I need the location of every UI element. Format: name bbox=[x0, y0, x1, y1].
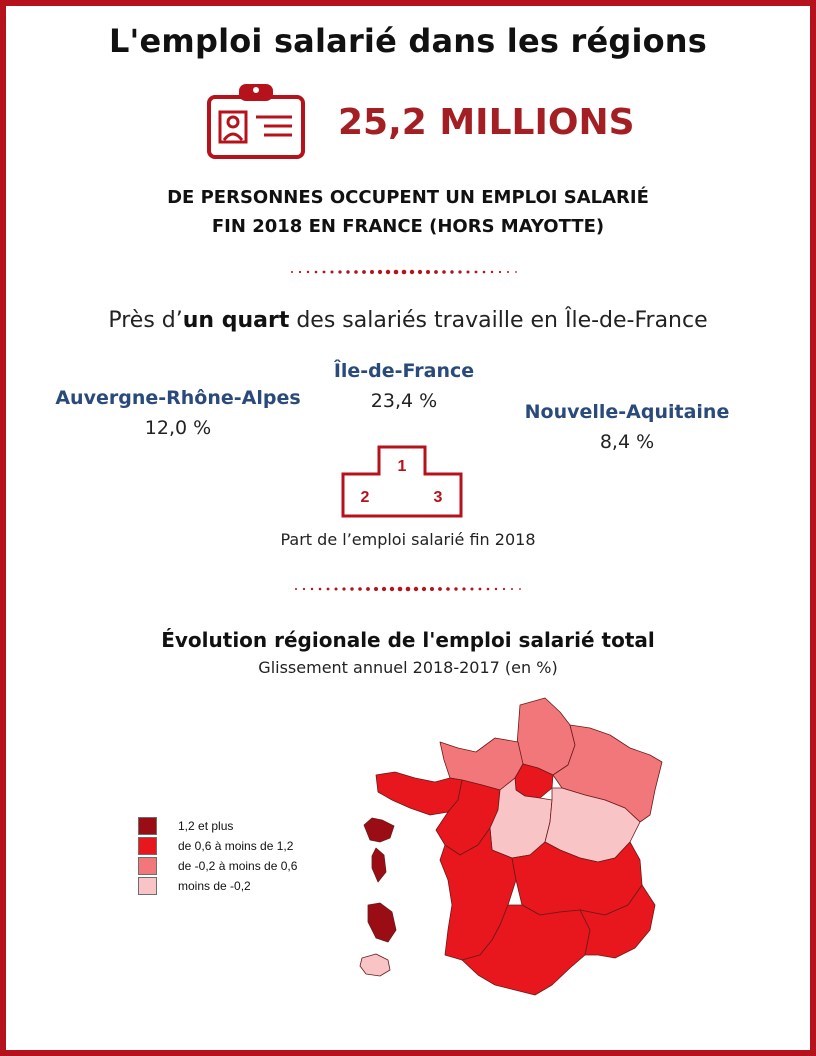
region-la-reunion bbox=[360, 954, 390, 976]
dotted-separator bbox=[290, 583, 530, 595]
legend-label: de -0,2 à moins de 0,6 bbox=[178, 859, 298, 873]
headline-line-2: FIN 2018 EN FRANCE (HORS MAYOTTE) bbox=[211, 216, 605, 237]
podium-icon bbox=[340, 444, 464, 518]
legend-swatch bbox=[138, 877, 157, 895]
legend-swatch bbox=[138, 817, 157, 835]
headline-subtitle bbox=[0, 183, 816, 241]
region-third-name: Nouvelle-Aquitaine bbox=[524, 401, 730, 423]
intro-after: des salariés travaille en Île-de-France bbox=[289, 308, 708, 333]
region-third-share: 8,4 % bbox=[599, 431, 655, 453]
france-regions-map bbox=[340, 695, 680, 1025]
headline-line-1: DE PERSONNES OCCUPENT UN EMPLOI SALARIÉ bbox=[167, 187, 649, 208]
page-title: L'emploi salarié dans les régions bbox=[108, 22, 708, 60]
podium-rank-1: 1 bbox=[397, 458, 407, 475]
region-martinique bbox=[372, 848, 386, 882]
legend-label: de 0,6 à moins de 1,2 bbox=[178, 839, 294, 853]
map-subtitle: Glissement annuel 2018-2017 (en %) bbox=[258, 658, 558, 677]
region-first-share: 23,4 % bbox=[370, 390, 438, 412]
intro-before: Près d’ bbox=[108, 308, 183, 333]
podium-caption: Part de l’emploi salarié fin 2018 bbox=[280, 530, 536, 549]
podium-rank-2: 2 bbox=[360, 489, 370, 506]
region-guyane bbox=[368, 903, 396, 942]
headline-value: 25,2 MILLIONS bbox=[338, 102, 635, 143]
region-second-name: Auvergne-Rhône-Alpes bbox=[55, 387, 301, 409]
legend-swatch bbox=[138, 857, 157, 875]
intro-bold: un quart bbox=[182, 308, 290, 333]
region-guadeloupe bbox=[364, 818, 394, 842]
region-hauts-de-france bbox=[517, 698, 575, 775]
intro-sentence bbox=[0, 308, 816, 333]
id-badge-icon bbox=[206, 80, 306, 162]
legend-label: moins de -0,2 bbox=[178, 879, 251, 893]
map-title: Évolution régionale de l'emploi salarié total bbox=[161, 628, 655, 652]
legend-swatch bbox=[138, 837, 157, 855]
region-first-name: Île-de-France bbox=[333, 360, 475, 382]
legend-label: 1,2 et plus bbox=[178, 819, 234, 833]
region-second-share: 12,0 % bbox=[144, 417, 212, 439]
dotted-separator bbox=[286, 266, 526, 278]
region-bretagne bbox=[376, 772, 462, 815]
podium-rank-3: 3 bbox=[433, 489, 443, 506]
